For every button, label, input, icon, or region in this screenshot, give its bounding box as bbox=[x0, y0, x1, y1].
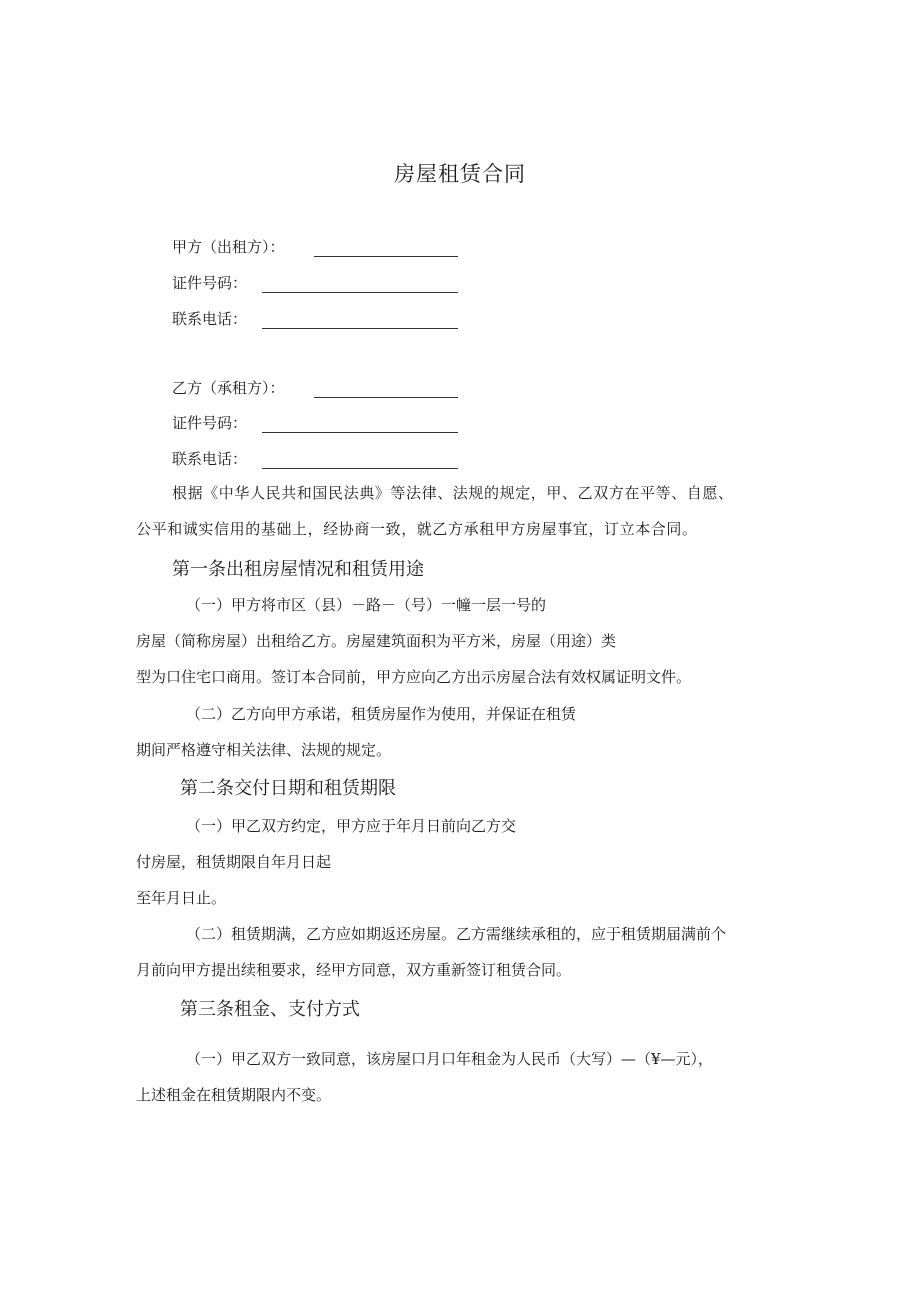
article-2-p1-line-3: 至年月日止。 bbox=[136, 889, 227, 907]
party-b-name-blank bbox=[314, 397, 458, 398]
article-2-p1-line-1: （一）甲乙双方约定，甲方应于年月日前向乙方交 bbox=[186, 817, 517, 835]
article-1-p1-line-1: （一）甲方将市区（县）－路－（号）一幢一层一号的 bbox=[186, 596, 547, 614]
party-b-name-field bbox=[172, 377, 285, 399]
party-a-id-label: 证件号码： bbox=[172, 274, 248, 292]
party-a-phone-blank bbox=[262, 328, 458, 329]
article-1-p1-line-3: 型为口住宅口商用。签订本合同前，甲方应向乙方出示房屋合法有效权属证明文件。 bbox=[136, 668, 692, 686]
party-b-id-blank bbox=[262, 432, 458, 433]
article-1-p1-line-2: 房屋（简称房屋）出租给乙方。房屋建筑面积为平方米，房屋（用途）类 bbox=[136, 632, 617, 650]
article-2-p2-line-1: （二）租赁期满，乙方应如期返还房屋。乙方需继续承租的，应于租赁期届满前个 bbox=[186, 925, 727, 943]
article-3-heading: 第三条租金、支付方式 bbox=[180, 999, 360, 1020]
party-a-id-blank bbox=[262, 292, 458, 293]
party-a-id-field bbox=[172, 272, 247, 294]
article-1-heading: 第一条出租房屋情况和租赁用途 bbox=[172, 559, 424, 580]
intro-line-2: 公平和诚实信用的基础上，经协商一致，就乙方承租甲方房屋事宜，订立本合同。 bbox=[136, 520, 698, 538]
party-b-id-field bbox=[172, 412, 247, 434]
article-3-p1-line-1: （一）甲乙双方一致同意，该房屋口月口年租金为人民币（大写）—（¥—元）， bbox=[186, 1050, 714, 1068]
party-a-name-field bbox=[172, 236, 285, 258]
party-b-phone-blank bbox=[262, 468, 458, 469]
article-2-p2-line-2: 月前向甲方提出续租要求，经甲方同意，双方重新签订租赁合同。 bbox=[136, 961, 572, 979]
party-b-name-label: 乙方（承租方）： bbox=[172, 379, 285, 397]
party-b-id-label: 证件号码： bbox=[172, 414, 248, 432]
article-1-p2-line-1: （二）乙方向甲方承诺，租赁房屋作为使用，并保证在租赁 bbox=[186, 705, 577, 723]
document-title: 房屋租赁合同 bbox=[394, 162, 526, 186]
article-2-heading: 第二条交付日期和租赁期限 bbox=[180, 778, 396, 799]
party-b-phone-field bbox=[172, 448, 247, 470]
party-a-name-label: 甲方（出租方）： bbox=[172, 238, 285, 256]
article-3-p1-line-2: 上述租金在租赁期限内不变。 bbox=[136, 1086, 332, 1104]
intro-line-1: 根据《中华人民共和国民法典》等法律、法规的规定，甲、乙双方在平等、自愿、 bbox=[172, 484, 734, 502]
article-2-p1-line-2: 付房屋，租赁期限自年月日起 bbox=[136, 853, 332, 871]
party-a-name-blank bbox=[314, 256, 458, 257]
article-1-p2-line-2: 期间严格遵守相关法律、法规的规定。 bbox=[136, 741, 392, 759]
party-a-phone-label: 联系电话： bbox=[172, 310, 248, 328]
party-a-phone-field bbox=[172, 308, 247, 330]
party-b-phone-label: 联系电话： bbox=[172, 450, 248, 468]
